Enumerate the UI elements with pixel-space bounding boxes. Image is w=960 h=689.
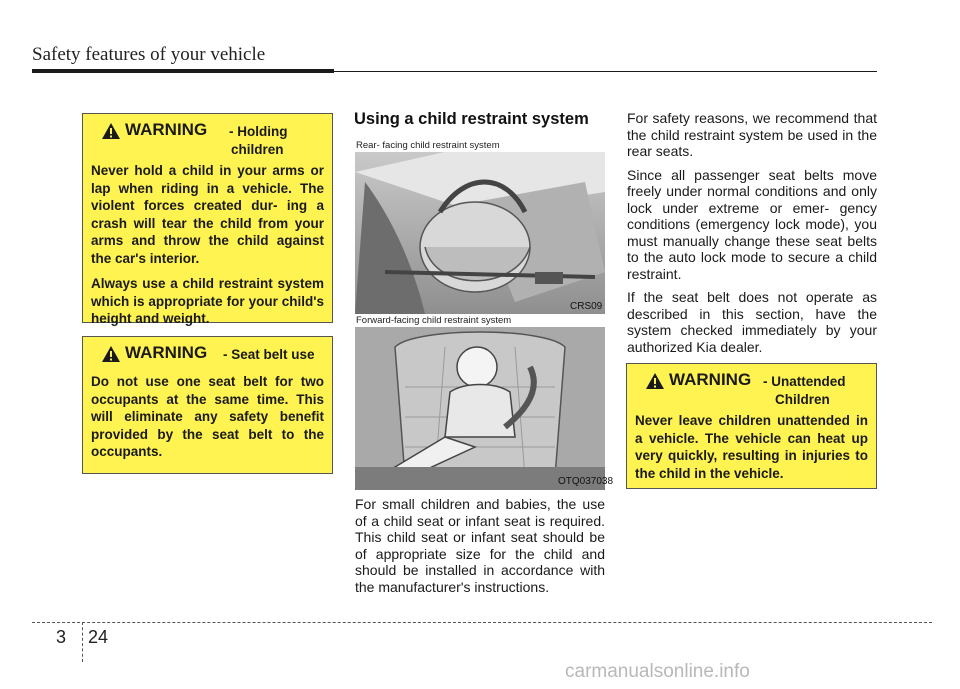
warning-box-unattended-children xyxy=(626,363,877,489)
warning-word: WARNING xyxy=(125,120,208,139)
page-chapter-number: 3 xyxy=(56,627,67,647)
figure-forward-facing-seat xyxy=(355,327,605,490)
warning-heading xyxy=(91,114,324,162)
warning-triangle-icon xyxy=(645,372,665,390)
warning-box-holding-children xyxy=(82,113,333,326)
middle-body-text xyxy=(355,496,605,602)
warning-box-seat-belt-use xyxy=(82,336,333,474)
warning-text: Always use a child restraint system which is appropriate for your child's height and weight. xyxy=(91,276,324,326)
figure-rear-facing-seat xyxy=(355,152,605,314)
warning-topic: - Unattended xyxy=(763,374,846,389)
warning-heading xyxy=(635,364,868,412)
paragraph: If the seat belt does not operate as described in this section, have the system checked immediately by your authorized Kia dealer. xyxy=(627,289,877,355)
figure-code: CRS09 xyxy=(570,301,603,312)
figure-code: OTQ037038 xyxy=(558,476,614,487)
warning-topic-line2: Children xyxy=(775,392,830,407)
header-rule-thin xyxy=(334,71,877,72)
header-rule xyxy=(32,69,334,73)
figure-caption: Rear- facing child restraint system xyxy=(356,140,500,151)
footer-divider xyxy=(82,622,83,662)
footer-rule xyxy=(32,622,932,623)
warning-topic: - Seat belt use xyxy=(223,347,315,362)
paragraph: For small children and babies, the use of a child seat or infant seat is required. This child seat or infant seat should be of appropriate size for the child and should be installed in accordance with the manufacturer's instructions. xyxy=(355,496,605,595)
warning-text: Never leave children unattended in a vehicle. The vehicle can heat up very quickly, resulting in injuries to the child in the vehicle. xyxy=(635,413,868,481)
warning-topic-line2: children xyxy=(231,142,284,157)
warning-triangle-icon xyxy=(101,122,121,140)
page-number: 24 xyxy=(88,627,109,647)
paragraph: For safety reasons, we recommend that the child restraint system be used in the rear seats. xyxy=(627,110,877,159)
warning-triangle-icon xyxy=(101,345,121,363)
warning-topic: - Holding xyxy=(229,124,288,139)
warning-text: Never hold a child in your arms or lap when riding in a vehicle. The violent forces created dur- ing a crash will tear the child from your arms and throw the child against the car's interior. xyxy=(91,163,324,266)
figure-caption: Forward-facing child restraint system xyxy=(356,315,512,326)
section-title: Using a child restraint system xyxy=(354,110,589,128)
warning-text: Do not use one seat belt for two occupants at the same time. This will eliminate any safety benefit provided by the seat belt to the occupants. xyxy=(91,374,324,459)
watermark: carmanualsonline.info xyxy=(565,661,750,682)
paragraph: Since all passenger seat belts move freely under normal conditions and only lock under extreme or emer- gency conditions (emergency lock mode), you must manually change these seat belts to the auto lock mode to secure a child restraint. xyxy=(627,166,877,282)
right-body-text xyxy=(627,110,877,362)
warning-word: WARNING xyxy=(669,370,752,389)
page-header-title: Safety features of your vehicle xyxy=(32,44,266,65)
warning-word: WARNING xyxy=(125,343,208,362)
warning-heading xyxy=(91,337,324,373)
